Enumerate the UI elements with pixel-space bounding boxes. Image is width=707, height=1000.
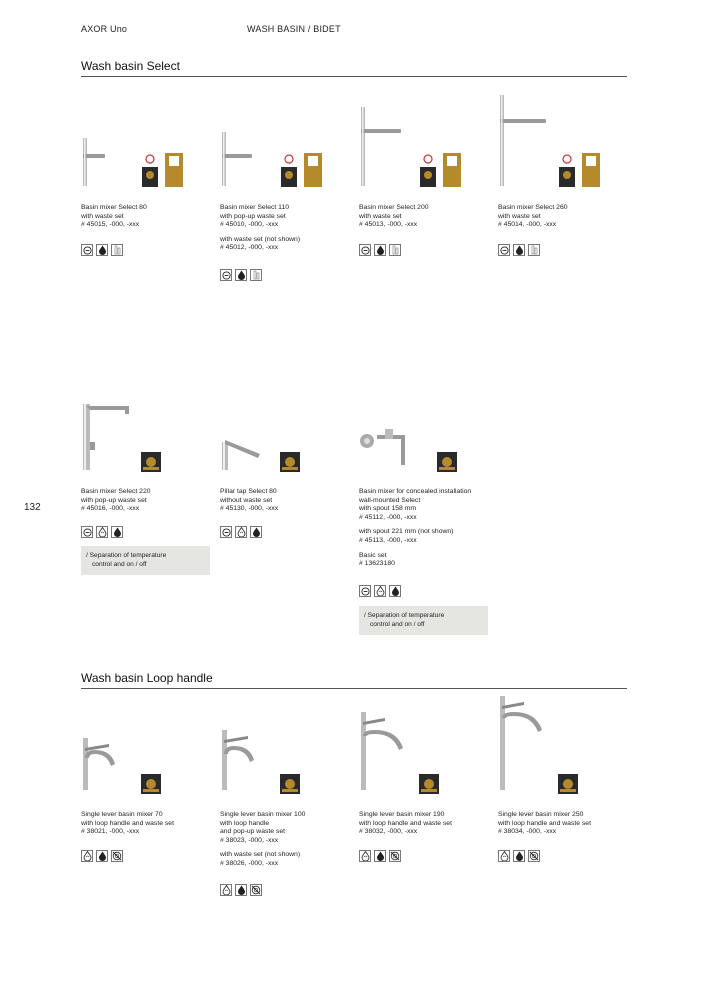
award-badges: [141, 452, 161, 477]
product-description: Basin mixer Select 110 with pop-up waste set # 45010, -000, -xxx with waste set (not shown) # 45012, -000, -xxx: [220, 204, 301, 252]
no-scald-icon: [111, 850, 123, 862]
waste-set-icon: [528, 244, 540, 256]
water-drop-icon: [389, 585, 401, 597]
section-title-loop: Wash basin Loop handle: [81, 671, 213, 685]
product-description: Basin mixer Select 260 with waste set # 45014, -000, -xxx: [498, 204, 568, 229]
product-description: Basin mixer for concealed installation wall-mounted Select with spout 158 mm # 45112, -000, -xxx with spout 221 mm (not shown) # 45113, -000, -xxx Basic set # 13623180: [359, 488, 472, 568]
section-divider: [81, 688, 627, 689]
feature-note: / Separation of temperature control and on / off: [359, 606, 488, 635]
water-drop-icon: [235, 269, 247, 281]
select-button-icon: [359, 585, 371, 597]
feature-note: / Separation of temperature control and on / off: [81, 546, 210, 575]
product-description: Basin mixer Select 80 with waste set # 45015, -000, -xxx: [81, 204, 147, 229]
feature-icons: [220, 526, 262, 538]
product-description: Single lever basin mixer 190 with loop handle and waste set # 38032, -000, -xxx: [359, 811, 452, 836]
feature-icons: [498, 244, 540, 256]
award-badges: [141, 153, 185, 194]
award-badges: [280, 774, 300, 799]
select-button-icon: [81, 244, 93, 256]
flow-drop-icon: [96, 526, 108, 538]
waste-set-icon: [389, 244, 401, 256]
section-label: WASH BASIN / BIDET: [247, 24, 341, 34]
water-drop-icon: [235, 884, 247, 896]
flow-drop-icon: [359, 850, 371, 862]
feature-icons: [359, 850, 401, 862]
feature-icons: [220, 884, 262, 896]
select-button-icon: [220, 269, 232, 281]
waste-set-icon: [111, 244, 123, 256]
flow-drop-icon: [374, 585, 386, 597]
feature-icons: [498, 850, 540, 862]
water-drop-icon: [374, 244, 386, 256]
no-scald-icon: [250, 884, 262, 896]
feature-icons: [81, 244, 123, 256]
flow-drop-icon: [81, 850, 93, 862]
select-button-icon: [498, 244, 510, 256]
no-scald-icon: [528, 850, 540, 862]
award-badges: [419, 774, 439, 799]
waste-set-icon: [250, 269, 262, 281]
product-description: Single lever basin mixer 70 with loop handle and waste set # 38021, -000, -xxx: [81, 811, 174, 836]
select-button-icon: [220, 526, 232, 538]
flow-drop-icon: [498, 850, 510, 862]
award-badges: [280, 153, 324, 194]
no-scald-icon: [389, 850, 401, 862]
product-description: Pillar tap Select 80 without waste set # 45130, -000, -xxx: [220, 488, 279, 513]
select-button-icon: [359, 244, 371, 256]
water-drop-icon: [96, 244, 108, 256]
select-button-icon: [81, 526, 93, 538]
award-badges: [558, 774, 578, 799]
product-description: Single lever basin mixer 100 with loop handle and pop-up waste set # 38023, -000, -xxx with waste set (not shown) # 38026, -000, -xxx: [220, 811, 306, 867]
water-drop-icon: [111, 526, 123, 538]
product-description: Basin mixer Select 220 with pop-up waste set # 45016, -000, -xxx: [81, 488, 151, 513]
award-badges: [419, 153, 463, 194]
award-badges: [280, 452, 300, 477]
product-description: Single lever basin mixer 250 with loop handle and waste set # 38034, -000, -xxx: [498, 811, 591, 836]
page-number: 132: [24, 502, 41, 513]
feature-icons: [81, 526, 123, 538]
water-drop-icon: [96, 850, 108, 862]
award-badges: [437, 452, 457, 477]
feature-icons: [359, 585, 401, 597]
water-drop-icon: [513, 244, 525, 256]
award-badges: [558, 153, 602, 194]
brand-label: AXOR Uno: [81, 24, 128, 34]
section-divider: [81, 76, 627, 77]
faucet-image: [359, 425, 494, 472]
section-title-select: Wash basin Select: [81, 59, 180, 73]
feature-icons: [81, 850, 123, 862]
water-drop-icon: [513, 850, 525, 862]
product-description: Basin mixer Select 200 with waste set # 45013, -000, -xxx: [359, 204, 429, 229]
water-drop-icon: [250, 526, 262, 538]
feature-icons: [359, 244, 401, 256]
award-badges: [141, 774, 161, 799]
feature-icons: [220, 269, 262, 281]
water-drop-icon: [374, 850, 386, 862]
flow-drop-icon: [220, 884, 232, 896]
flow-drop-icon: [235, 526, 247, 538]
